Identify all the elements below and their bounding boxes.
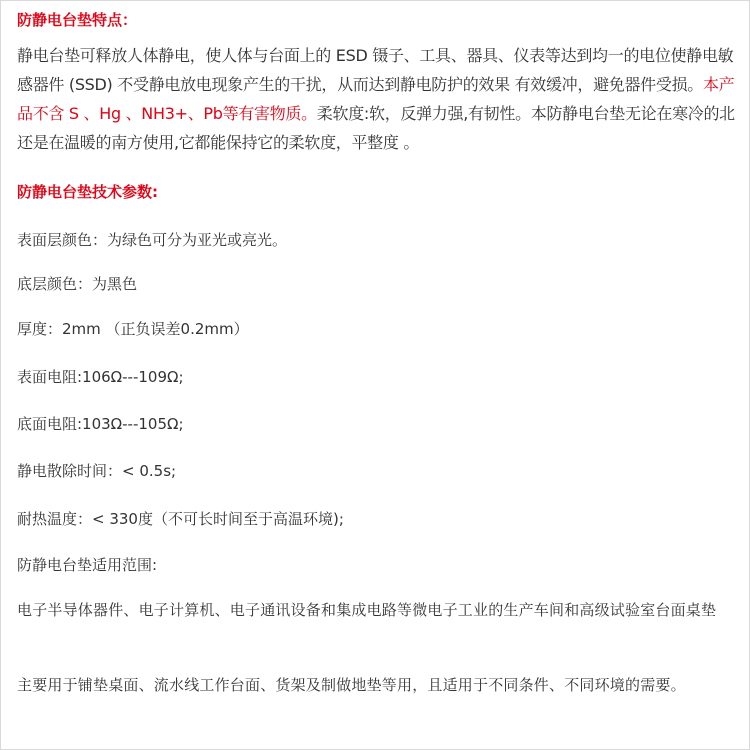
features-text-part1: 静电台垫可释放人体静电，使人体与台面上的 ESD 镊子、工具、器具、仪表等达到均一的电位使静电敏感器件 (SSD) 不受静电放电现象产生的干扰，从而达到静电防护的效果 有效缓冲，避免器件受损。 xyxy=(17,46,734,94)
features-heading: 防静电台垫特点： xyxy=(17,11,138,29)
spec-surface-resistance: 表面电阻:106Ω---109Ω; xyxy=(17,368,184,386)
features-paragraph xyxy=(17,41,741,157)
spec-scope-text1: 电子半导体器件、电子计算机、电子通讯设备和集成电路等微电子工业的生产车间和高级试验室台面桌垫 xyxy=(17,601,717,619)
spec-bottom-color: 底层颜色：为黑色 xyxy=(17,275,138,293)
spec-heat-resistance: 耐热温度：< 330度（不可长时间至于高温环境); xyxy=(17,510,344,528)
spec-scope-label: 防静电台垫适用范围: xyxy=(17,556,158,574)
spec-surface-color: 表面层颜色：为绿色可分为亚光或亮光。 xyxy=(17,231,288,249)
spec-dissipation-time: 静电散除时间：< 0.5s; xyxy=(17,462,177,480)
spec-scope-text2: 主要用于铺垫桌面、流水线工作台面、货架及制做地垫等用，且适用于不同条件、不同环境的需要。 xyxy=(17,676,686,694)
spec-thickness: 厚度：2mm （正负误差0.2mm） xyxy=(17,320,249,338)
specs-heading: 防静电台垫技术参数: xyxy=(17,183,158,201)
features-text-part2: 柔软度:软，反弹力强,有韧性。本防静电台垫无论在寒冷的北还是在温暖的南方使用,它都能保持它的柔软度，平整度 。 xyxy=(17,104,735,152)
features-text-highlight: 本产品不含 S 、Hg 、NH3+、Pb等有害物质。 xyxy=(17,75,735,123)
spec-bottom-resistance: 底面电阻:103Ω---105Ω; xyxy=(17,415,184,433)
